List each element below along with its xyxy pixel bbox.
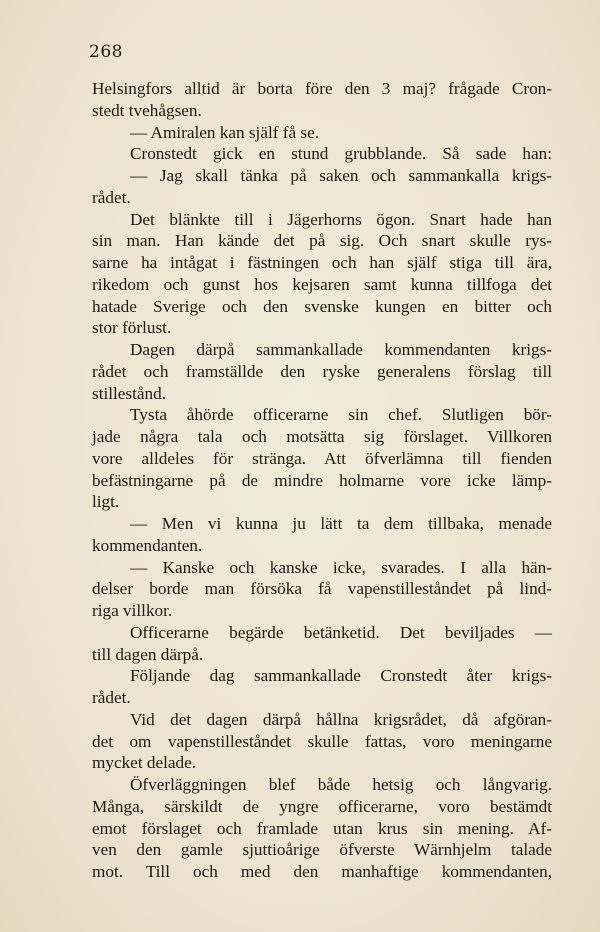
text-line: rådet. <box>92 688 131 707</box>
text-line: Officerarne begärde betänketid. Det beviljades — <box>130 622 552 642</box>
text-line: stillestånd. <box>92 383 166 403</box>
text-line: ligt. <box>92 492 120 512</box>
text-line: — Jag skall tänka på saken och sammankalla krigs- <box>130 166 552 185</box>
text-line: ven den gamle sjuttioårige öfverste Wärnhjelm talade <box>92 840 552 860</box>
text-line: stedt tvehågsen. <box>92 100 202 120</box>
text-line: — Amiralen kan själf få se. <box>130 122 320 142</box>
text-line: Vid det dagen därpå hållna krigsrådet, då afgöran- <box>130 709 552 729</box>
text-line: Det blänkte till i Jägerhorns ögon. Snart hade han <box>130 209 552 229</box>
text-line: stor förlust. <box>92 318 172 338</box>
text-line: rådet. <box>92 187 131 207</box>
text-line: riga villkor. <box>92 601 173 620</box>
text-line: — Men vi kunna ju lätt ta dem tillbaka, menade <box>130 514 552 533</box>
text-line: — Kanske och kanske icke, svarades. I alla hän- <box>130 557 552 577</box>
text-line: sarne ha intågat i fästningen och han själf stiga till ära, <box>92 253 552 272</box>
body-text <box>92 78 552 883</box>
text-line: till dagen därpå. <box>92 644 204 664</box>
text-line: Cronstedt gick en stund grubblande. Så sade han: <box>130 144 552 164</box>
text-line: rådet och framställde den ryske generalens förslag till <box>92 361 552 381</box>
text-line: befästningarne på de mindre holmarne vore icke lämp- <box>92 470 552 490</box>
text-line: Följande dag sammankallade Cronstedt åter krigs- <box>130 666 552 686</box>
text-line: emot förslaget och framlade utan krus sin mening. Af- <box>92 818 552 838</box>
text-line: sin man. Han kände det på sig. Och snart skulle rys- <box>92 231 552 251</box>
text-line: rikedom och gunst hos kejsaren samt kunna tillfoga det <box>92 274 552 294</box>
text-line: Dagen därpå sammankallade kommendanten krigs- <box>130 340 552 359</box>
text-line: Tysta åhörde officerarne sin chef. Slutligen bör- <box>130 405 552 425</box>
text-line: Öfverläggningen blef både hetsig och långvarig. <box>130 775 552 794</box>
text-line: mycket delade. <box>92 753 197 773</box>
page-number: 268 <box>89 42 123 62</box>
text-line: hatade Sverige och den svenske kungen en bitter och <box>92 296 552 316</box>
text-line: mot. Till och med den manhaftige kommendanten, <box>92 862 552 881</box>
text-line: jade några tala och motsätta sig förslaget. Villkoren <box>92 427 552 446</box>
text-line: Helsingfors alltid är borta före den 3 maj? frågade Cron- <box>92 79 552 98</box>
text-line: kommendanten. <box>92 535 203 555</box>
text-line: vore alldeles för stränga. Att öfverlämna till fienden <box>92 448 552 468</box>
text-line: det om vapenstilleståndet skulle fattas, voro meningarne <box>92 731 552 751</box>
text-line: delser borde man försöka få vapenstilleståndet på lind- <box>92 579 552 599</box>
text-line: Många, särskildt de yngre officerarne, voro bestämdt <box>92 796 552 816</box>
